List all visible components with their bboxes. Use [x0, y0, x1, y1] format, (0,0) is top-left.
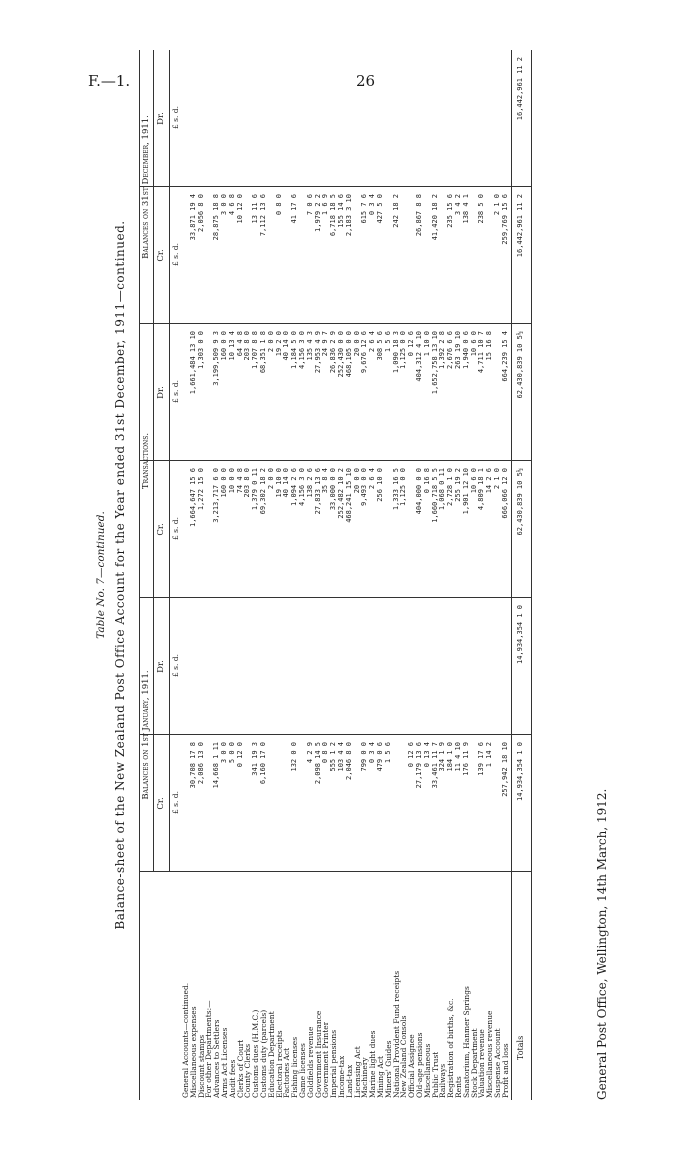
unit-label: £ s. d. — [171, 380, 180, 403]
row-cell: 3,199,509 9 3 — [212, 331, 221, 386]
row-label: Income-tax — [337, 1055, 346, 1098]
row-cell: 28,875 18 8 — [212, 194, 221, 241]
row-cell: 4 2 9 — [305, 742, 314, 764]
row-cell: 1,707 8 8 — [251, 331, 260, 369]
row-cell: 35 8 4 — [321, 468, 330, 494]
row-label: Customs dues (H.M.C.) — [251, 1009, 261, 1098]
row-cell: 103 4 4 — [337, 742, 345, 772]
row-cell: 242 18 2 — [391, 194, 400, 228]
row-label: Discount stamps — [196, 1034, 206, 1098]
row-label: Rents — [454, 1076, 463, 1098]
row-cell: 1,333 16 5 — [391, 468, 400, 511]
row-label: Public Trust — [430, 1051, 440, 1098]
row-cell: 10 13 4 — [227, 331, 236, 361]
row-cell: 1 6 9 — [321, 194, 330, 216]
row-cell: 0 3 4 — [368, 194, 377, 216]
row-cell: 138 2 6 — [305, 468, 314, 498]
row-cell: 19 10 0 — [274, 468, 283, 498]
table-top-rule — [139, 50, 140, 1100]
row-cell: 308 5 6 — [376, 331, 384, 361]
row-cell: 0 13 4 — [422, 742, 431, 768]
group-header-transactions: Transactions. — [141, 432, 151, 490]
row-cell: 1,652,758 13 10 — [430, 331, 439, 395]
row-cell: 1 5 6 — [383, 331, 392, 353]
row-cell: 1,125 0 0 — [399, 468, 408, 506]
row-cell: 13 11 6 — [251, 194, 260, 224]
row-cell: 2,728 1 0 — [446, 468, 455, 506]
row-cell: 69,302 18 2 — [259, 468, 267, 515]
row-label: Imperial pensions — [329, 1029, 339, 1098]
row-label: Government Printer — [321, 1021, 331, 1098]
table-footer: General Post Office, Wellington, 14th March, 1912. — [595, 788, 609, 1100]
row-cell: 0 12 6 — [407, 742, 416, 768]
row-cell: 479 0 6 — [376, 742, 384, 772]
sub-header-dr: Dr. — [156, 386, 166, 399]
row-cell: 10 12 0 — [235, 194, 244, 224]
table-row — [501, 50, 510, 1100]
sub-header-cr: Cr. — [156, 797, 166, 810]
sub-header-cr: Cr. — [156, 523, 166, 536]
row-label: Mining Act — [376, 1056, 385, 1098]
row-cell: 27,953 4 9 — [313, 331, 322, 374]
row-label: Miners' Guides — [383, 1040, 393, 1098]
row-cell: 40 14 0 — [282, 468, 291, 498]
row-cell: 468,241 15 10 — [344, 468, 353, 523]
totals-cell: 62,430,839 10 5½ — [516, 331, 524, 399]
totals-label: Totals — [516, 1035, 525, 1060]
row-cell: 7 0 6 — [305, 194, 314, 216]
row-cell: 341 19 3 — [251, 742, 260, 776]
row-cell: 1,660,718 5 5 — [430, 468, 439, 523]
row-cell: 30,708 17 8 — [188, 742, 197, 789]
sub-header-dr: Dr. — [156, 112, 166, 125]
row-cell: 14 2 6 — [485, 468, 494, 494]
row-cell: 135 4 3 — [305, 331, 314, 361]
row-cell: 68,351 1 8 — [259, 331, 267, 374]
row-cell: 252,482 10 2 — [337, 468, 345, 519]
row-cell: 2 0 0 — [266, 468, 275, 490]
row-label: County Clerks — [243, 1043, 253, 1098]
row-cell: 0 12 6 — [407, 331, 416, 357]
group-header-rule — [153, 50, 154, 872]
row-label: Old-age pensions — [415, 1032, 424, 1098]
row-cell: 139 17 6 — [477, 742, 486, 776]
row-label: Miscellaneous expenses — [188, 1006, 198, 1098]
rotated-table-sheet — [95, 50, 615, 1100]
row-cell: 1,303 0 0 — [196, 331, 205, 369]
totals-cell: 62,430,839 10 5½ — [516, 468, 524, 536]
row-label: New Zealand Consols — [399, 1015, 409, 1098]
row-cell: 257,942 18 10 — [500, 742, 509, 797]
table-title: Balance-sheet of the New Zealand Post Office Account for the Year ended 31st December, 1911—continued. — [113, 220, 127, 930]
row-cell: 10 6 0 — [469, 468, 478, 494]
row-cell: 2 1 0 — [493, 468, 501, 490]
row-label: Clerks of Court — [235, 1039, 245, 1098]
row-label: Game licenses — [298, 1043, 307, 1098]
row-cell: 1 10 0 — [422, 331, 431, 357]
row-cell: 2,183 3 10 — [344, 194, 353, 237]
row-cell: 41,420 18 2 — [430, 194, 439, 241]
row-cell: 9,676 12 6 — [360, 331, 369, 374]
row-label: General Accounts—continued. — [181, 982, 190, 1098]
row-label: Official Assignee — [407, 1034, 417, 1098]
row-cell: 7,112 13 6 — [259, 194, 267, 237]
row-cell: 2 1 0 — [493, 194, 501, 216]
row-cell: 33,461 11 7 — [430, 742, 439, 789]
totals-cell: 16,442,961 11 2 — [516, 57, 524, 121]
totals-row — [516, 50, 525, 1100]
row-cell: 64 4 8 — [235, 331, 244, 357]
row-cell: 0 8 0 — [274, 194, 283, 216]
table-caption: Table No. 7—continued. — [95, 511, 107, 639]
row-cell: 1,125 0 0 — [399, 331, 408, 369]
sub-header-rule — [169, 50, 170, 872]
row-cell: 2 6 4 — [368, 331, 377, 353]
row-cell: 1,184 5 0 — [290, 331, 299, 369]
row-cell: 0 16 8 — [422, 468, 431, 494]
row-label: Marine light dues — [368, 1030, 378, 1098]
sub-header-dr: Dr. — [156, 660, 166, 673]
row-cell: 1 14 2 — [485, 742, 494, 768]
row-cell: 2,086 13 0 — [196, 742, 205, 785]
row-cell: 235 15 6 — [446, 194, 455, 228]
row-cell: 41 17 6 — [290, 194, 299, 224]
row-cell: 24 9 7 — [321, 331, 330, 357]
row-cell: 252,430 0 0 — [337, 331, 345, 378]
row-label: Electoral receipts — [274, 1030, 284, 1098]
row-cell: 74 4 8 — [235, 468, 244, 494]
unit-label: £ s. d. — [171, 106, 180, 129]
table-bottom-rule — [531, 50, 532, 1100]
row-cell: 20 0 0 — [352, 468, 361, 494]
row-cell: 4,156 3 0 — [298, 468, 306, 506]
row-label: Factories Act — [282, 1047, 292, 1098]
row-cell: 427 5 0 — [376, 194, 384, 224]
row-label: National Provident Fund receipts — [391, 970, 401, 1098]
row-label: Profit and loss — [500, 1043, 510, 1098]
row-cell: 3 0 0 — [220, 194, 228, 216]
row-cell: 255 19 2 — [454, 468, 462, 502]
row-cell: 238 5 0 — [477, 194, 486, 224]
group-header-closing: Balances on 31st December, 1911. — [141, 115, 151, 259]
sub-header-cr: Cr. — [156, 249, 166, 262]
row-cell: 324 1 9 — [438, 742, 447, 772]
row-cell: 615 7 6 — [360, 194, 369, 224]
row-cell: 2,056 8 0 — [196, 194, 205, 232]
row-cell: 2,676 6 6 — [446, 331, 455, 369]
row-cell: 1 5 6 — [383, 742, 392, 764]
row-label: Customs duty (parcels) — [259, 1009, 268, 1098]
row-cell: 1,068 0 11 — [438, 468, 447, 511]
row-cell: 160 0 0 — [220, 468, 228, 498]
row-cell: 1,901 12 10 — [461, 468, 470, 515]
row-label: Land-tax — [344, 1064, 354, 1098]
row-cell: 1,272 15 0 — [196, 468, 205, 511]
row-label: Suspense Account — [493, 1028, 502, 1098]
row-cell: 4 6 8 — [227, 194, 236, 216]
row-label: Education Department — [266, 1011, 276, 1098]
row-cell: 40 14 0 — [282, 331, 291, 361]
row-cell: 5 0 0 — [227, 742, 236, 764]
row-cell: 1,979 2 2 — [313, 194, 322, 232]
row-label: Valuation revenue — [477, 1029, 487, 1098]
row-label: Fishing licenses — [290, 1036, 300, 1098]
row-cell: 1,094 2 6 — [290, 468, 299, 506]
row-label: For other Departments:— — [204, 1000, 214, 1098]
row-label: Arms Act Licenses — [220, 1027, 229, 1098]
row-label: Sanatorium, Hanmer Springs — [461, 986, 471, 1098]
row-cell: 138 4 1 — [461, 194, 470, 224]
row-label: Machinery — [360, 1057, 370, 1098]
row-cell: 1,664,647 15 6 — [188, 468, 197, 528]
row-cell: 1,090 18 3 — [391, 331, 400, 374]
totals-rule — [511, 50, 512, 1100]
page-number: 26 — [356, 72, 376, 90]
row-cell: 664,239 15 4 — [500, 331, 509, 382]
row-cell: 203 8 0 — [243, 331, 252, 361]
row-cell: 2,046 8 0 — [344, 742, 353, 780]
row-cell: 26,836 2 9 — [329, 331, 338, 374]
row-cell: 666,066 12 0 — [500, 468, 509, 519]
totals-cell: 14,934,354 1 0 — [516, 742, 524, 802]
row-cell: 468,105 0 0 — [344, 331, 353, 378]
row-cell: 155 14 6 — [337, 194, 345, 228]
row-label: Railways — [438, 1063, 448, 1098]
row-cell: 4,809 18 1 — [477, 468, 486, 511]
row-cell: 1,392 2 8 — [438, 331, 447, 369]
row-cell: 10 6 0 — [469, 331, 478, 357]
row-cell: 1,940 0 6 — [461, 331, 470, 369]
unit-label: £ s. d. — [171, 243, 180, 266]
group-header-opening: Balances on 1st January, 1911. — [141, 670, 151, 800]
row-cell: 15 16 8 — [485, 331, 494, 361]
row-cell: 0 3 4 — [368, 742, 377, 764]
row-cell: 27,179 13 6 — [415, 742, 423, 789]
row-cell: 132 0 0 — [290, 742, 299, 772]
totals-cell: 14,934,354 1 0 — [516, 605, 524, 665]
row-cell: 33,871 19 4 — [188, 194, 197, 241]
totals-cell: 16,442,961 11 2 — [516, 194, 524, 258]
row-cell: 1,661,484 13 10 — [188, 331, 197, 395]
row-cell: 2 6 4 — [368, 468, 377, 490]
row-cell: 256 10 0 — [376, 468, 384, 502]
row-label: Stock Department — [469, 1028, 479, 1098]
row-cell: 4,711 10 7 — [477, 331, 486, 374]
row-cell: 555 1 2 — [329, 742, 338, 772]
row-cell: 2 0 0 — [266, 331, 275, 353]
unit-label: £ s. d. — [171, 517, 180, 540]
row-label: Licensing Act — [352, 1046, 362, 1098]
row-cell: 20 0 0 — [352, 331, 361, 357]
row-cell: 10 0 0 — [227, 468, 236, 494]
row-cell: 26,867 8 8 — [415, 194, 423, 237]
row-label: Registration of births, &c. — [446, 998, 456, 1098]
row-cell: 404,312 4 10 — [415, 331, 423, 382]
row-label: Goldfields revenue — [305, 1026, 315, 1098]
row-cell: 2,098 14 5 — [313, 742, 322, 785]
unit-label: £ s. d. — [171, 654, 180, 677]
row-cell: 160 0 0 — [220, 331, 228, 361]
row-cell: 11 4 10 — [454, 742, 462, 772]
row-label: Government Insurance — [313, 1010, 323, 1098]
row-cell: 3,213,717 6 0 — [212, 468, 221, 523]
row-cell: 203 8 0 — [243, 468, 252, 498]
row-cell: 14,668 1 11 — [212, 742, 221, 789]
unit-label: £ s. d. — [171, 791, 180, 814]
row-label: Audit fees — [227, 1059, 237, 1098]
row-cell: 1,379 0 11 — [251, 468, 260, 511]
page-left-label: F.—1. — [88, 72, 131, 90]
row-cell: 404,000 0 0 — [415, 468, 423, 515]
row-cell: 799 0 0 — [360, 742, 369, 772]
row-cell: 0 12 0 — [235, 742, 244, 768]
row-cell: 6,718 18 5 — [329, 194, 338, 237]
row-cell: 19 2 0 — [274, 331, 283, 357]
row-cell: 3 4 2 — [454, 194, 462, 216]
row-cell: 3 0 0 — [220, 742, 228, 764]
row-label: Advances to Settlers — [212, 1019, 222, 1098]
row-label: Miscellaneous revenue — [485, 1010, 495, 1098]
row-cell: 6,160 17 0 — [259, 742, 267, 785]
balance-table — [139, 50, 539, 1100]
row-cell: 9,493 0 0 — [360, 468, 369, 506]
row-cell: 263 19 10 — [454, 331, 462, 369]
row-cell: 0 8 0 — [321, 742, 330, 764]
row-cell: 176 11 9 — [461, 742, 470, 776]
row-cell: 184 1 0 — [446, 742, 455, 772]
row-cell: 4,156 3 0 — [298, 331, 306, 369]
row-cell: 33,000 0 0 — [329, 468, 338, 511]
row-cell: 259,769 15 6 — [500, 194, 509, 245]
row-cell: 27,833 13 6 — [313, 468, 322, 515]
row-label: Miscellaneous — [422, 1043, 432, 1098]
